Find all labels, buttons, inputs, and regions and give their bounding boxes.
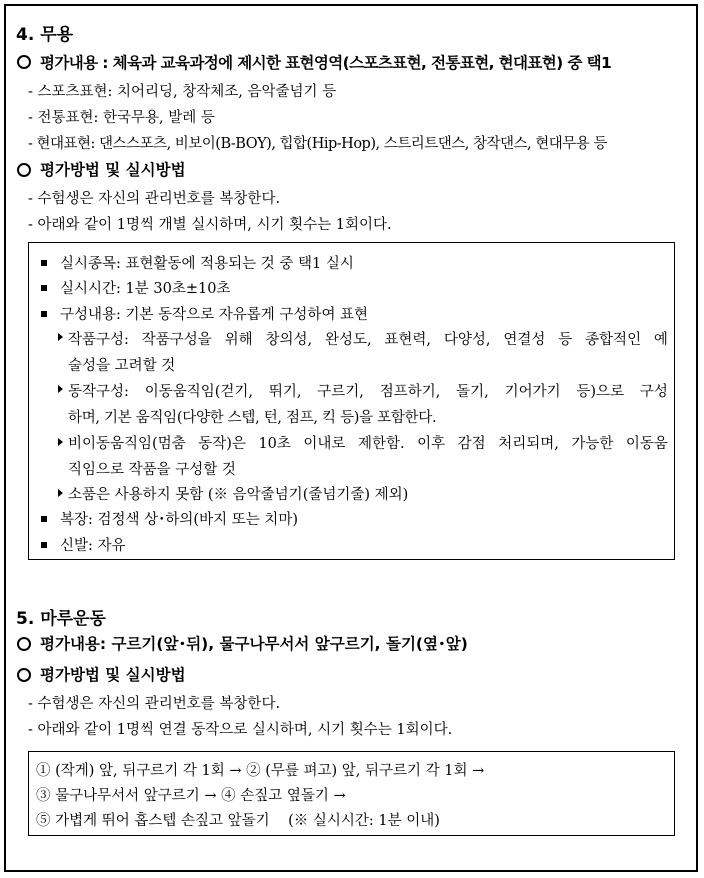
s4-content-item-1: - 스포츠표현: 치어리딩, 창작체조, 음악줄넘기 등 [28, 84, 337, 100]
section-5-title: 5. 마루운동 [16, 609, 106, 629]
word: 기어가기 [504, 384, 561, 400]
triangle-bullet-icon [58, 489, 63, 497]
s4-box-sub-3-line-1 [68, 432, 668, 453]
s5-method-item-2: - 아래와 같이 1명씩 연결 동작으로 실시하며, 시기 횟수는 1회이다. [28, 722, 453, 738]
s5-box-line-1: ① (작게) 앞, 뒤구르기 각 1회 → ② (무릎 펴고) 앞, 뒤구르기 각 1회 → [36, 763, 485, 779]
s4-box-item-5: 신발: 자유 [60, 538, 126, 554]
section-4-title: 4. 무용 [16, 25, 74, 45]
square-bullet-icon [41, 516, 47, 522]
word: 10초 [258, 436, 291, 452]
word: 동작)은 [198, 436, 246, 452]
word: 제한함. [357, 436, 405, 452]
s4-box-sub-4: 소품은 사용하지 못함 (※ 음악줄넘기(줄넘기줄) 제외) [68, 487, 409, 503]
word: 점프하기, [379, 384, 441, 400]
s4-box-sub-1-line-2: 술성을 고려할 것 [68, 358, 176, 374]
s4-box-sub-2-line-1 [68, 380, 668, 401]
s5-method-item-1: - 수험생은 자신의 관리번호를 복창한다. [28, 696, 281, 712]
triangle-bullet-icon [58, 385, 63, 393]
word: 이동움 [625, 436, 668, 452]
word: 이동움직임(걷기, [144, 384, 254, 400]
word: 뛰기, [268, 384, 302, 400]
word: 작품구성을 [141, 332, 212, 348]
s4-box-sub-3-line-2: 직임으로 작품을 구성할 것 [68, 462, 236, 478]
word: 가능한 [571, 436, 614, 452]
word: 다양성, [443, 332, 491, 348]
s4-content-item-3: - 현대표현: 댄스스포츠, 비보이(B-BOY), 힙합(Hip-Hop), 스트리트댄스, 창작댄스, 현대무용 등 [28, 136, 607, 152]
word: 연결성 [503, 332, 546, 348]
square-bullet-icon [41, 542, 47, 548]
word: 등 [558, 332, 573, 348]
s4-box-item-2: 실시시간: 1분 30초±10초 [60, 281, 231, 297]
word: 구성 [639, 384, 668, 400]
s4-content-heading: 평가내용 : 체육과 교육과정에 제시한 표현영역(스포츠표현, 전통표현, 현대표현) 중 택1 [40, 54, 612, 72]
triangle-bullet-icon [58, 438, 63, 446]
s4-method-heading: 평가방법 및 실시방법 [40, 161, 186, 179]
word: 이후 [417, 436, 446, 452]
word: 감점 [457, 436, 486, 452]
s4-box-sub-1-line-1 [68, 328, 668, 349]
s5-content-heading: 평가내용: 구르기(앞･뒤), 물구나무서서 앞구르기, 돌기(옆･앞) [40, 635, 468, 653]
s4-method-item-1: - 수험생은 자신의 관리번호를 복창한다. [28, 191, 281, 207]
word: 등)으로 [576, 384, 625, 400]
word: 작품구성: [68, 332, 129, 348]
circle-bullet-icon [17, 55, 31, 69]
s5-method-heading: 평가방법 및 실시방법 [40, 666, 186, 684]
square-bullet-icon [41, 285, 47, 291]
s5-box-line-3: ⑤ 가볍게 뛰어 홉스텝 손짚고 앞돌기 (※ 실시시간: 1분 이내) [36, 813, 440, 829]
word: 이내로 [303, 436, 346, 452]
triangle-bullet-icon [58, 333, 63, 341]
word: 구르기, [317, 384, 364, 400]
word: 위해 [224, 332, 253, 348]
s4-content-item-2: - 전통표현: 한국무용, 발레 등 [28, 110, 215, 126]
word: 표현력, [384, 332, 432, 348]
s5-box-line-2: ③ 물구나무서서 앞구르기 → ④ 손짚고 옆돌기 → [36, 788, 346, 804]
s4-box-item-4: 복장: 검정색 상･하의(바지 또는 치마) [60, 512, 298, 528]
s4-method-item-2: - 아래와 같이 1명씩 개별 실시하며, 시기 횟수는 1회이다. [28, 217, 392, 233]
circle-bullet-icon [17, 637, 31, 651]
word: 돌기, [456, 384, 489, 400]
circle-bullet-icon [17, 668, 31, 682]
s4-box-item-3: 구성내용: 기본 동작으로 자유롭게 구성하여 표현 [60, 307, 369, 323]
word: 처리되며, [498, 436, 559, 452]
square-bullet-icon [41, 260, 47, 266]
circle-bullet-icon [17, 163, 31, 177]
s4-box-item-1: 실시종목: 표현활동에 적용되는 것 중 택1 실시 [60, 256, 354, 272]
s4-box-sub-2-line-2: 하며, 기본 움직임(다양한 스텝, 턴, 점프, 킥 등)을 포함한다. [68, 410, 437, 426]
word: 완성도, [324, 332, 372, 348]
word: 동작구성: [68, 384, 129, 400]
word: 종합적인 [585, 332, 642, 348]
word: 예 [653, 332, 668, 348]
square-bullet-icon [41, 311, 47, 317]
word: 창의성, [265, 332, 313, 348]
word: 비이동움직임(멈춤 [68, 436, 186, 452]
